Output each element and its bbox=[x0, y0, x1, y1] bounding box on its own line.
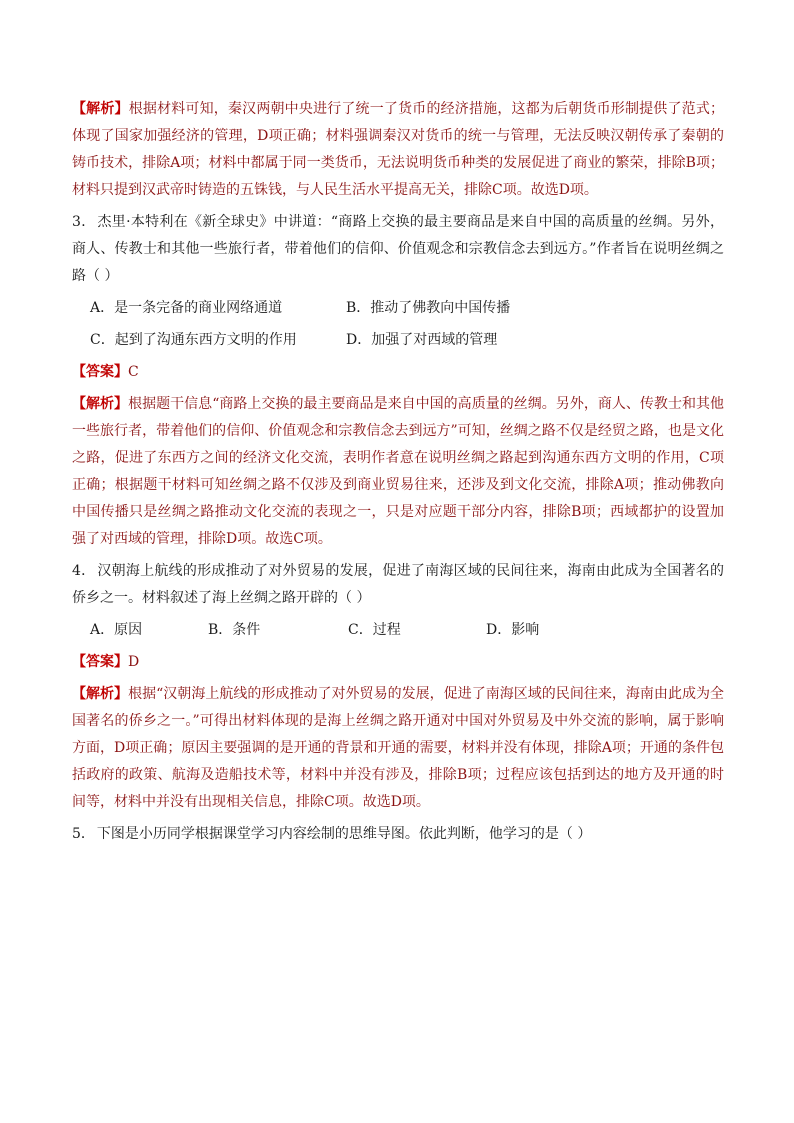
question-number: 3． bbox=[72, 214, 96, 230]
analysis-tag: 【解析】 bbox=[72, 396, 129, 412]
question-number: 5． bbox=[72, 826, 95, 842]
analysis-block-1 bbox=[72, 96, 724, 204]
option-b: B．条件 bbox=[208, 622, 261, 638]
analysis-text: 根据“汉朝海上航线的形成推动了对外贸易的发展，促进了南海区域的民间往来，海南由此成为全国著名的侨乡之一。”可得出材料体现的是海上丝绸之路开通对中国对外贸易及中外交流的影响，属于影响方面，D项正确；原因主要强调的是开通的背景和开通的需要，材料并没有体现，排除A项；开通的条件包括政府的政策、航海及造船技术等，材料中并没有涉及，排除B项；过程应该包括到达的地方及开通的时间等，材料中并没有出现相关信息，排除C项。故选D项。 bbox=[72, 686, 725, 810]
question-text: 下图是小历同学根据课堂学习内容绘制的思维导图。依此判断，他学习的是（ ） bbox=[96, 826, 592, 842]
question-4-options bbox=[72, 617, 724, 644]
option-a: A．是一条完备的商业网络通道 bbox=[90, 300, 283, 316]
option-d: D．加强了对西域的管理 bbox=[346, 332, 498, 348]
analysis-text: 根据材料可知，秦汉两朝中央进行了统一了货币的经济措施，这都为后朝货币形制提供了范式；体现了国家加强经济的管理，D项正确；材料强调秦汉对货币的统一与管理，无法反映汉朝传承了秦朝的铸币技术，排除A项；材料中都属于同一类货币，无法说明货币种类的发展促进了商业的繁荣，排除B项；材料只提到汉武帝时铸造的五铢钱，与人民生活水平提高无关，排除C项。故选D项。 bbox=[72, 101, 725, 198]
option-c: C．过程 bbox=[348, 622, 401, 638]
question-3-answer bbox=[72, 359, 724, 386]
option-b: B．推动了佛教向中国传播 bbox=[346, 300, 511, 316]
question-text: 汉朝海上航线的形成推动了对外贸易的发展，促进了南海区域的民间往来，海南由此成为全国著名的侨乡之一。材料叙述了海上丝绸之路开辟的（ ） bbox=[72, 563, 724, 606]
option-d: D．影响 bbox=[486, 622, 540, 638]
question-3-options-row-1 bbox=[72, 295, 724, 322]
answer-tag: 【答案】 bbox=[72, 364, 128, 380]
question-3-analysis bbox=[72, 391, 724, 553]
answer-value: C bbox=[128, 364, 139, 380]
analysis-tag: 【解析】 bbox=[72, 101, 129, 117]
option-a: A．原因 bbox=[90, 622, 143, 638]
question-3-options-row-2 bbox=[72, 327, 724, 354]
question-4-stem bbox=[72, 558, 724, 612]
option-c: C．起到了沟通东西方文明的作用 bbox=[90, 332, 297, 348]
question-4-answer bbox=[72, 649, 724, 676]
question-text: 杰里·本特利在《新全球史》中讲道：“商路上交换的最主要商品是来自中国的高质量的丝绸。另外，商人、传教士和其他一些旅行者，带着他们的信仰、价值观念和宗教信念去到远方。”作者旨在说明丝绸之路（ ） bbox=[72, 214, 724, 284]
analysis-text: 根据题干信息“商路上交换的最主要商品是来自中国的高质量的丝绸。另外，商人、传教士和其他一些旅行者，带着他们的信仰、价值观念和宗教信念去到远方”可知，丝绸之路不仅是经贸之路，也是文化之路，促进了东西方之间的经济文化交流，表明作者意在说明丝绸之路起到沟通东西方文明的作用，C项正确；根据题干材料可知丝绸之路不仅涉及到商业贸易往来，还涉及到文化交流，排除A项；推动佛教向中国传播只是丝绸之路推动文化交流的表现之一，只是对应题干部分内容，排除B项；西域都护的设置加强了对西域的管理，排除D项。故选C项。 bbox=[72, 396, 725, 547]
question-5-stem bbox=[72, 821, 724, 848]
question-number: 4． bbox=[72, 563, 96, 579]
answer-tag: 【答案】 bbox=[72, 654, 128, 670]
document-page bbox=[72, 96, 724, 853]
question-3-stem bbox=[72, 209, 724, 290]
analysis-tag: 【解析】 bbox=[72, 686, 129, 702]
question-4-analysis bbox=[72, 681, 724, 816]
answer-value: D bbox=[128, 654, 140, 670]
